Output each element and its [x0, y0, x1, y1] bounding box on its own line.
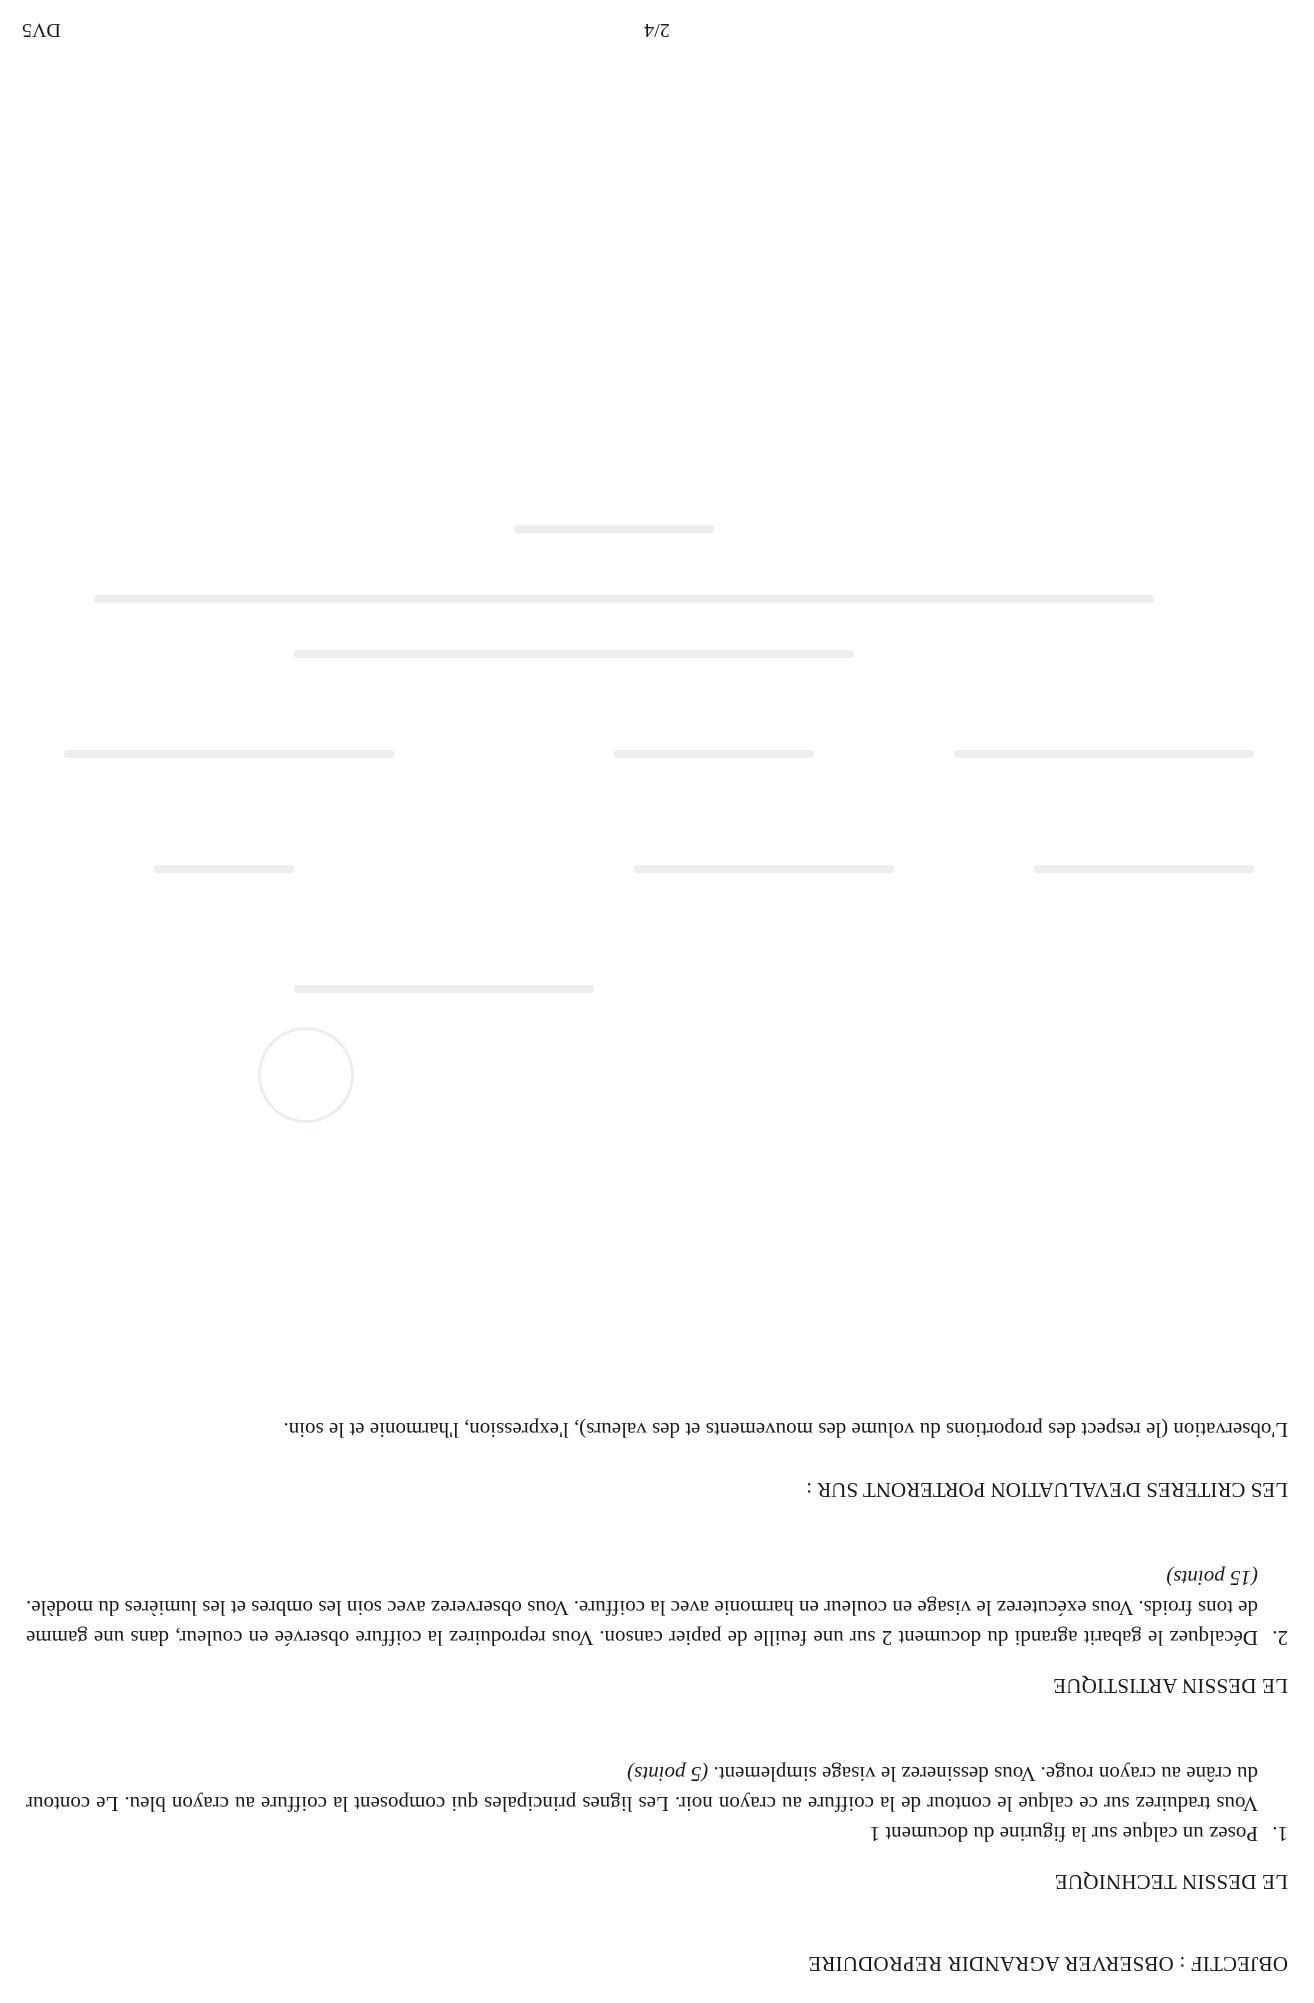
criteria-text: L'observation (le respect des proportions du volume des mouvements et des valeurs), l'expression, l'harmonie et le soin.	[283, 1418, 1288, 1442]
technical-instruction-line: Posez un calque sur la figurine du document 1	[869, 1822, 1258, 1846]
criteria-heading: LES CRITERES D'EVALUATION PORTERONT SUR :	[806, 1478, 1288, 1502]
artistic-item	[26, 1563, 1288, 1653]
artistic-body-text: Décalquez le gabarit agrandi du document 2 sur une feuille de papier canson. Vous reproduirez la coiffure observée en couleur, dans une gamme de tons froids. Vous exécuterez le visage en couleur en harmonie avec la coiffure. Vous observerez avec soin les ombres et les lumières du modèle.	[26, 1596, 1258, 1650]
item-number: 1.	[1272, 1822, 1288, 1846]
artistic-section	[26, 1563, 1288, 1701]
technical-section	[26, 1759, 1288, 1897]
artistic-points: (15 points)	[1166, 1566, 1258, 1590]
objective-heading: OBJECTIF : OBSERVER AGRANDIR REPRODUIRE	[808, 1952, 1288, 1976]
faint-line	[514, 525, 714, 533]
faint-line	[154, 865, 294, 873]
technical-body-text: Vous traduirez sur ce calque le contour de la coiffure au crayon noir. Les lignes principales qui composent la coiffure au crayon bleu. Le contour du crâne au crayon rouge. Vous dessinerez le visage simplement.	[26, 1762, 1258, 1816]
faint-line	[64, 750, 394, 758]
page-number: 2/4	[644, 19, 670, 41]
faint-line	[1034, 865, 1254, 873]
artistic-heading: LE DESSIN ARTISTIQUE	[1053, 1674, 1288, 1698]
item-number: 2.	[1272, 1626, 1288, 1650]
faint-line	[614, 750, 814, 758]
technical-instruction-body	[26, 1759, 1258, 1819]
faint-stamp-mark	[258, 1027, 354, 1123]
document-code: DV5	[22, 19, 61, 41]
faint-line	[634, 865, 894, 873]
faint-line	[294, 650, 854, 658]
item-text	[26, 1563, 1258, 1653]
technical-item	[26, 1759, 1288, 1849]
faint-line	[94, 595, 1154, 603]
technical-heading: LE DESSIN TECHNIQUE	[1054, 1870, 1288, 1894]
criteria-section	[26, 1415, 1288, 1505]
faint-line	[294, 985, 594, 993]
item-text	[26, 1759, 1258, 1849]
artistic-instruction-body	[26, 1563, 1258, 1653]
faint-line	[954, 750, 1254, 758]
page-content	[26, 1415, 1288, 1979]
technical-points: (5 points)	[627, 1762, 709, 1786]
page-footer	[0, 15, 1314, 45]
